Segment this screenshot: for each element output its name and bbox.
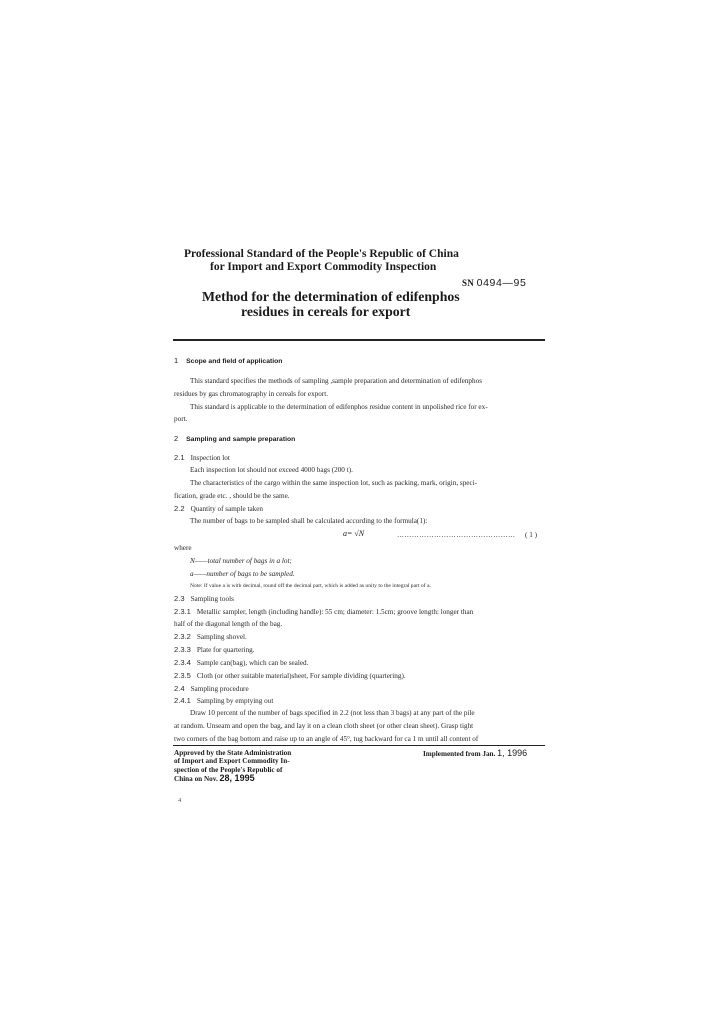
section-1-paragraph-2b: port. — [174, 415, 188, 423]
clause-2-3 — [174, 594, 234, 603]
clause-number: 2.3.2 — [174, 632, 191, 641]
clause-2-3-3 — [174, 645, 255, 654]
formula-number: ( 1 ) — [525, 531, 537, 539]
approval-line-1: Approved by the State Administration — [174, 749, 292, 757]
approval-line-4 — [174, 774, 291, 783]
clause-number: 2.3.1 — [174, 607, 191, 616]
standard-prefix: SN — [462, 278, 475, 288]
clause-2-3-1 — [174, 607, 473, 616]
approval-line-3: spection of the People's Republic of — [174, 765, 283, 774]
clause-2-3-5 — [174, 671, 406, 680]
clause-label: Cloth (or other suitable material)sheet, For sample dividing (quartering). — [196, 672, 406, 680]
clause-2-1-text: Each inspection lot should not exceed 4000 bags (200 t). — [190, 466, 353, 474]
standard-code: 0494—95 — [476, 277, 527, 289]
footer-divider — [173, 745, 545, 746]
approval-block — [174, 749, 291, 784]
clause-2-3-2 — [174, 632, 247, 641]
section-1-paragraph-1a: This standard specifies the methods of sampling ,sample preparation and determination of edifenphos — [190, 377, 483, 385]
clause-number: 2.4 — [174, 684, 185, 693]
section-1-paragraph-2a: This standard is applicable to the determination of edifenphos residue content in unpolished rice for ex- — [190, 403, 488, 411]
clause-number: 2.2 — [174, 504, 185, 513]
page-number: 4 — [178, 797, 182, 804]
section-2-heading — [174, 434, 295, 443]
section-1-title: Scope and field of application — [186, 358, 283, 365]
clause-2-1-text-2a: The characteristics of the cargo within the same inspection lot, such as packing, mark, origin, speci- — [190, 479, 478, 487]
implementation-date — [423, 749, 527, 758]
clause-2-4 — [174, 684, 249, 693]
clause-2-4-1-text-c: two corners of the bag bottom and raise up to an angle of 45°, tug backward for ca 1 m until all content of — [174, 735, 479, 743]
approval-line-2: of Import and Export Commodity In- — [174, 757, 290, 766]
clause-label: Plate for quartering. — [196, 646, 255, 654]
implementation-prefix: Implemented from Jan. — [423, 750, 496, 758]
clause-2-1 — [174, 453, 230, 462]
clause-label: Sampling shovel. — [196, 633, 247, 641]
clause-2-3-4 — [174, 658, 308, 667]
section-2-number: 2 — [174, 434, 179, 443]
clause-label: Sample can(bag), which can be sealed. — [196, 659, 309, 667]
formula-1: a= √N — [343, 529, 365, 538]
section-1-number: 1 — [174, 356, 179, 365]
document-title-line1: Method for the determination of edifenphos — [202, 289, 460, 304]
clause-label: Inspection lot — [190, 454, 230, 462]
clause-number: 2.3.3 — [174, 645, 191, 654]
section-2-title: Sampling and sample preparation — [186, 436, 296, 443]
definition-N: N——total number of bags in a lot; — [190, 557, 292, 565]
clause-number: 2.3.4 — [174, 658, 191, 667]
approval-date: 28, 1995 — [219, 773, 255, 784]
clause-number: 2.3.5 — [174, 671, 191, 680]
where-label: where — [174, 544, 192, 552]
implementation-date-value: 1, 1996 — [497, 748, 528, 758]
section-1-paragraph-1b: residues by gas chromatography in cereals for export. — [174, 390, 329, 398]
definition-a: a——number of bags to be sampled. — [190, 570, 295, 578]
standard-number — [462, 277, 526, 289]
title-divider — [173, 339, 545, 341]
clause-label: Sampling tools — [190, 595, 234, 603]
standard-header-line1: Professional Standard of the People's Republic of China — [184, 248, 459, 260]
clause-label: Sampling procedure — [190, 685, 249, 693]
formula-note: Note: If value a is with decimal, round off the decimal part, which is added as unity to the integral part of a. — [190, 583, 431, 589]
clause-2-2-text: The number of bags to be sampled shall be calculated according to the formula(1): — [190, 517, 428, 525]
clause-number: 2.4.1 — [174, 696, 191, 705]
clause-label: Sampling by emptying out — [196, 697, 274, 705]
clause-2-2 — [174, 504, 263, 513]
standard-header-line2: for Import and Export Commodity Inspection — [210, 261, 437, 273]
clause-2-4-1-text-b: at random. Unseam and open the bag, and lay it on a clean cloth sheet (or other clean sheet). Grasp tight — [174, 722, 474, 730]
clause-label: Metallic sampler, length (including handle): 55 cm; diameter: 1.5cm; groove length: longer than — [196, 608, 474, 616]
document-title-line2: residues in cereals for export — [241, 304, 411, 319]
clause-number: 2.3 — [174, 594, 185, 603]
approval-date-prefix: China on Nov. — [174, 775, 218, 784]
section-1-heading — [174, 356, 282, 365]
clause-label: Quantity of sample taken — [190, 505, 264, 513]
clause-2-3-1-cont: half of the diagonal length of the bag. — [174, 620, 283, 628]
clause-2-4-1 — [174, 696, 273, 705]
clause-number: 2.1 — [174, 453, 185, 462]
clause-2-4-1-text-a: Draw 10 percent of the number of bags specified in 2.2 (not less than 3 bags) at any part of the pile — [190, 709, 475, 717]
formula-leader-dots: ………………………………………… — [397, 531, 516, 539]
clause-2-1-text-2b: fication, grade etc. , should be the same. — [174, 492, 290, 500]
